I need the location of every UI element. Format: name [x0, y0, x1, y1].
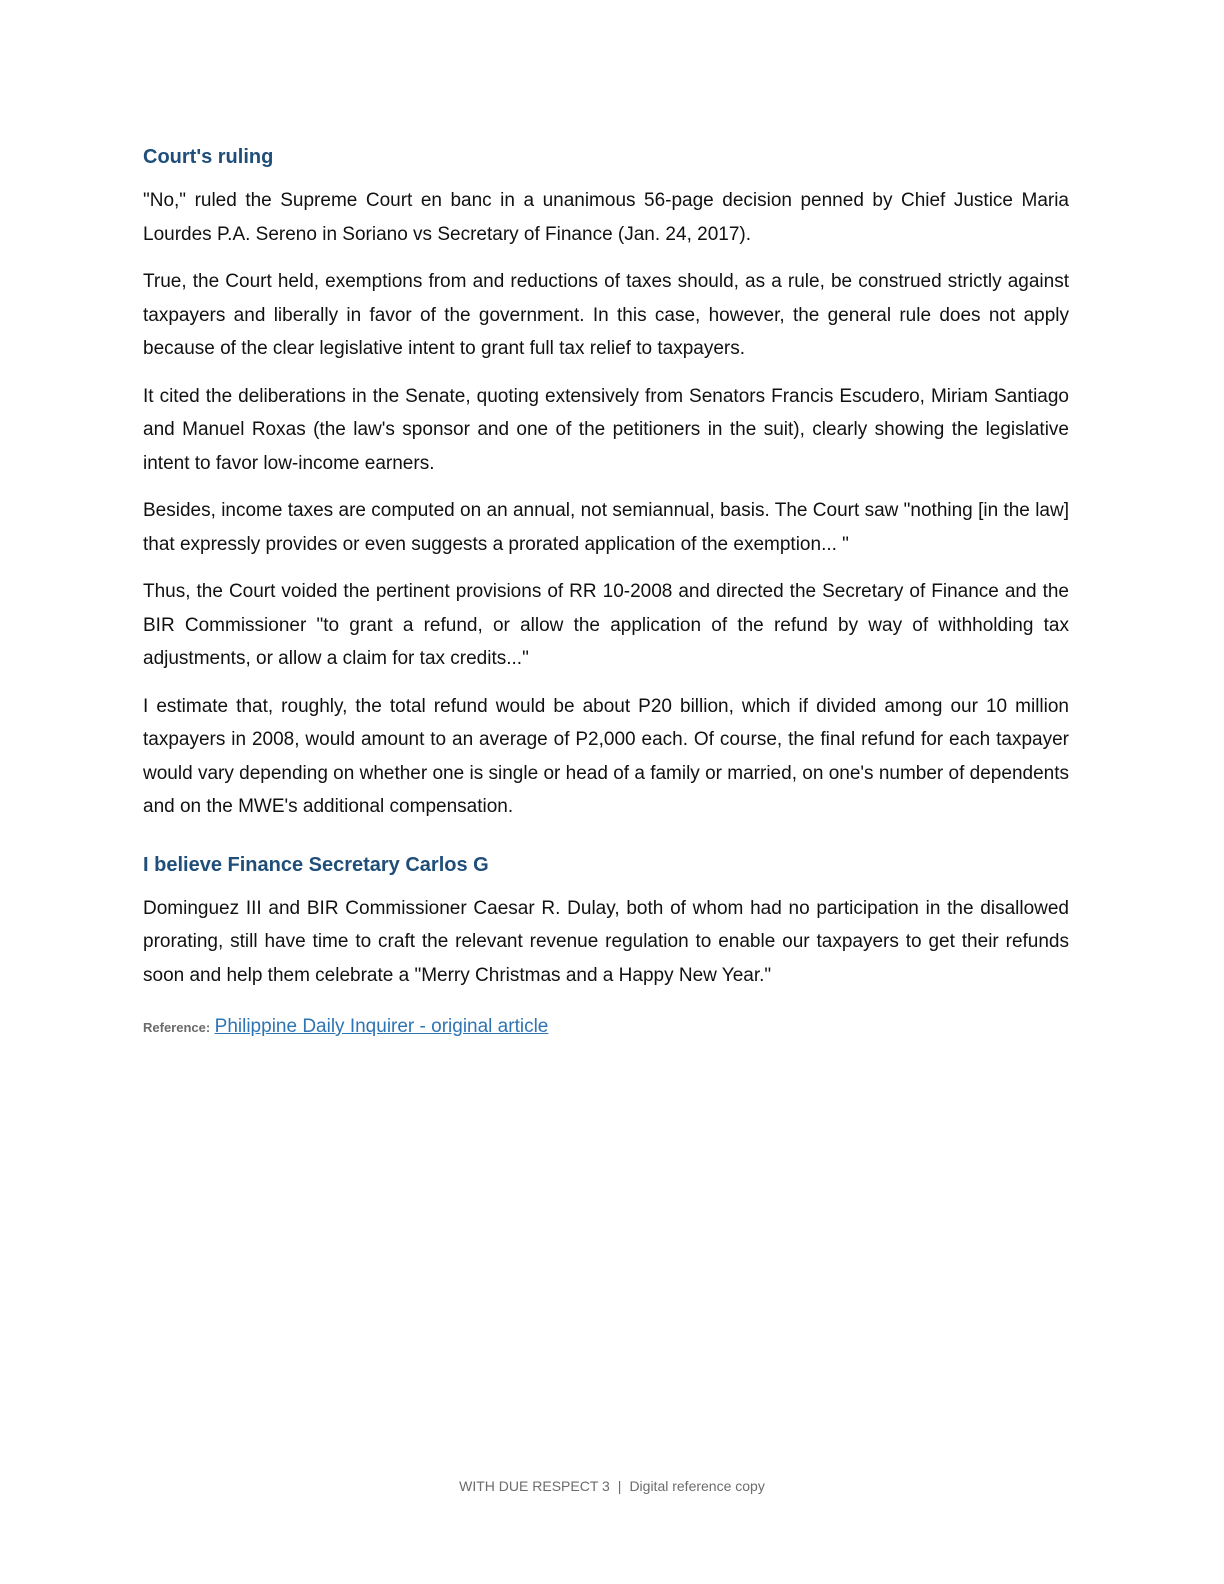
- paragraph-refund-estimate: I estimate that, roughly, the total refund would be about P20 billion, which if divided among our 10 million taxpayers in 2008, would amount to an average of P2,000 each. Of course, the final refund for each taxpayer would vary depending on whether one is single or head of a family or married, on one's number of dependents and on the MWE's additional compensation.: [143, 695, 1069, 817]
- paragraph-senate-deliberations: It cited the deliberations in the Senate, quoting extensively from Senators Francis Escudero, Miriam Santiago and Manuel Roxas (the law's sponsor and one of the petitioners in the suit), clearly showing the legislative intent to favor low-income earners.: [143, 385, 1069, 474]
- page-footer: [0, 1478, 1224, 1494]
- paragraph-exemptions: True, the Court held, exemptions from and reductions of taxes should, as a rule, be construed strictly against taxpayers and liberally in favor of the government. In this case, however, the general rule does not apply because of the clear legislative intent to grant full tax relief to taxpayers.: [143, 271, 1069, 359]
- footer-separator: |: [617, 1478, 622, 1494]
- paragraph-voided-provisions: Thus, the Court voided the pertinent provisions of RR 10-2008 and directed the Secretary of Finance and the BIR Commissioner "to grant a refund, or allow the application of the refund by way of withholding tax adjustments, or allow a claim for tax credits...": [143, 581, 1069, 669]
- paragraph-annual-basis: Besides, income taxes are computed on an annual, not semiannual, basis. The Court saw "nothing [in the law] that expressly provides or even suggests a prorated application of the exemption... ": [143, 500, 1069, 555]
- footer-note: Digital reference copy: [629, 1478, 765, 1494]
- section-heading-courts-ruling: Court's ruling: [143, 146, 274, 168]
- reference-line: [143, 1012, 1069, 1043]
- paragraph-revenue-regulation: Dominguez III and BIR Commissioner Caesar R. Dulay, both of whom had no participation in the disallowed prorating, still have time to craft the relevant revenue regulation to enable our taxpayers to get their refunds soon and help them celebrate a "Merry Christmas and a Happy New Year.": [143, 897, 1069, 986]
- footer-title: WITH DUE RESPECT 3: [459, 1478, 610, 1494]
- section-heading-finance-secretary: I believe Finance Secretary Carlos G: [143, 853, 489, 876]
- reference-label: Reference:: [143, 1020, 211, 1035]
- reference-link[interactable]: Philippine Daily Inquirer - original article: [214, 1016, 549, 1037]
- document-body: [143, 140, 1069, 1043]
- paragraph-ruling: "No," ruled the Supreme Court en banc in a unanimous 56-page decision penned by Chief Justice Maria Lourdes P.A. Sereno in Soriano vs Secretary of Finance (Jan. 24, 2017).: [143, 190, 1069, 245]
